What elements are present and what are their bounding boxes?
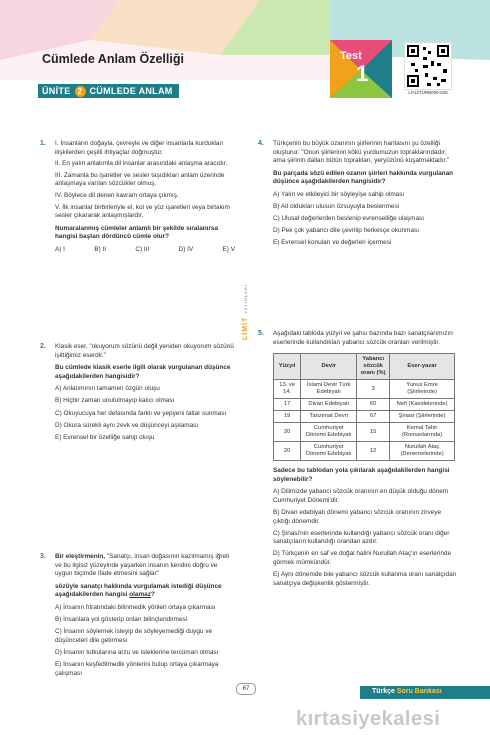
publisher-side-label: LİMİT YAYINLARI xyxy=(242,283,249,340)
table-header: Yabancı sözcük oranı (%) xyxy=(357,354,390,380)
question-number: 3. xyxy=(40,553,46,560)
table-header: Devir xyxy=(301,354,357,380)
question-prompt: Numaralanmış cümleler anlamlı bir şekilde sıralanırsa hangisi baştan dördüncü cümle olur? xyxy=(55,224,219,241)
option-a[interactable]: A) I xyxy=(55,245,65,253)
option-c[interactable]: C) İnsanın söylemek isteyip de söyleyemediği duygu ve düşünceleri dile getirmesi xyxy=(55,628,213,644)
question-number: 5. xyxy=(258,330,264,337)
table-row: 17 Divan Edebiyatı 60 Nefi (Kasidelerinde) xyxy=(274,399,455,411)
option-e[interactable]: E) Evrensel konuları ve değerleri içermesi xyxy=(273,239,392,247)
question-stem: Türkçenin bu büyük ozanının şiirlerinin haritasını şu özelliği oluşturur: "Onun şiirlerinin kökü yurdumuzun topraklarındadır; ama şiirinin dalları bütün toprakları, yeryüzünü kuşatmaktadır." xyxy=(273,140,450,165)
option-c[interactable]: C) Şinasi'nin eserlerinde kullandığı yabancı sözcük oranı diğer sanatçıların kullandığı orandan azdır. xyxy=(273,529,450,546)
question-3 xyxy=(55,553,235,682)
option-d[interactable]: D) Pek çok yabancı dile çevrilip herkesçe okunması xyxy=(273,227,419,235)
question-prompt: sözüyle sanatçı hakkında vurgulamak istediği düşünce aşağıdakilerden hangisi olamaz? xyxy=(55,582,222,599)
question-prompt: Bu parçada sözü edilen ozanın şiirleri hakkında vurgulanan düşünce aşağıdakilerden hangisidir? xyxy=(273,169,454,186)
list-item: IV. Böylece dil denen kavram ortaya çıkmış. xyxy=(55,191,179,199)
option-a[interactable]: A) Dilimizde yabancı sözcük oranının en düşük olduğu dönem Cumhuriyet Dönemi'dir. xyxy=(273,488,449,504)
option-b[interactable]: B) Hiçbir zaman unutulmayıp kalıcı olması xyxy=(55,397,175,405)
table-row: 20 Cumhuriyet Dönemi Edebiyatı 12 Nurullah Ataç (Denemelerinde) xyxy=(274,442,455,461)
list-item: III. Zamanla bu işaretler ve sesler taşıdıkları anlam üzerinde anlaşmaya varılan sözcükler olmuş. xyxy=(55,171,225,188)
question-number: 2. xyxy=(40,343,46,350)
list-item: I. İnsanların doğayla, çevreyle ve diğer insanlarla kurdukları ilişkilerden çeşitli ihtiyaçlar doğmuştur. xyxy=(55,140,224,156)
list-item: II. En yalın anlatımla dil insanlar arasındaki anlaşma aracıdır. xyxy=(55,160,228,168)
page-title: Cümlede Anlam Özelliği xyxy=(42,52,184,66)
option-b[interactable]: B) II xyxy=(94,245,107,253)
question-stem: Aşağıdaki tabloda yüzyıl ve şahsı bazında bazı sanatçılarımızın eserlerinde kullandıkları yabancı sözcük oranları verilmiştir. xyxy=(273,330,453,346)
question-stem: Bir eleştirmenin, "Sanatçı, insan doğasının kazılmamış iğreti ve bu ilgisiz yüzeyinde yaşarken insanın kendini doğru ve uygun biçimde ifade etmesini sağlar" xyxy=(55,553,230,578)
option-c[interactable]: C) Ulusal değerlerden beslenip evrenselliğe ulaşması xyxy=(273,215,424,223)
data-table xyxy=(273,353,455,461)
footer-brand: Türkçe Soru Bankası xyxy=(372,688,442,695)
table-row: 20 Cumhuriyet Dönemi Edebiyatı 15 Kemal Tahir (Romanlarında) xyxy=(274,423,455,442)
option-d[interactable]: D) İnsanın tutkularına arzu ve isteklerine tercüman olması xyxy=(55,648,219,656)
option-a[interactable]: A) Anlatımının tamamen özgün oluşu xyxy=(55,385,160,393)
unit-number: 2 xyxy=(75,86,86,97)
watermark: kırtasiyekalesi xyxy=(296,708,441,730)
question-prompt: Sadece bu tablodan yola çıkılarak aşağıdakilerden hangisi söylenebilir? xyxy=(273,467,450,483)
test-label: Test xyxy=(340,50,362,62)
table-row: 19 Tanzimat Devri 67 Şinasi (Şiirlerinde) xyxy=(274,411,455,423)
option-c[interactable]: C) III xyxy=(135,245,150,253)
question-stem: Klasik eser, "okuyorum sözünü değil yeniden okuyorum sözünü işittiğimiz eserdir." xyxy=(55,343,234,359)
question-4 xyxy=(273,140,458,251)
option-a[interactable]: A) Yalın ve etkileyici bir söyleyişe sahip olması xyxy=(273,190,405,198)
question-2 xyxy=(55,343,235,446)
qr-code-text: LP12TURB000-028 xyxy=(408,90,448,95)
option-a[interactable]: A) İnsanın fıtratındaki bilinmedik yönleri ortaya çıkarması xyxy=(55,603,216,611)
option-d[interactable]: D) IV xyxy=(178,245,194,253)
table-header: Eser-yazar xyxy=(390,354,455,380)
option-b[interactable]: B) Divan edebiyatı dönemi yabancı sözcük oranının zirveye çıktığı dönemdir. xyxy=(273,509,442,525)
option-e[interactable]: E) İnsanın keşfedilmedik yönlerini bulup ortaya çıkarmaya çalışması xyxy=(55,660,219,677)
unit-banner xyxy=(38,84,179,98)
option-e[interactable]: E) Evrensel bir özelliğe sahip oluşu xyxy=(55,433,155,441)
table-header: Yüzyıl xyxy=(274,354,301,380)
answer-options xyxy=(55,246,235,255)
page-number: 67 xyxy=(236,683,256,695)
option-d[interactable]: D) Okura sürekli aynı zevk ve düşünceyi aşılaması xyxy=(55,421,199,429)
table-row: 13. ve 14. İslami Devir Türk Edebiyatı 3 Yunus Emre (Şiirlerinde) xyxy=(274,380,455,399)
list-item: V. İlk insanlar birbirleriyle el, kol ve yüz işaretleri veya birtakım sesler çıkararak anlaşmışlardır. xyxy=(55,203,230,220)
test-number: 1 xyxy=(356,61,369,86)
option-d[interactable]: D) Türkçenin en saf ve doğal halini Nurullah Ataç'ın eserlerinde görmek mümkündür. xyxy=(273,550,452,567)
qr-code-icon[interactable] xyxy=(404,42,452,90)
question-number: 1. xyxy=(40,140,46,147)
option-e[interactable]: E) V xyxy=(222,245,235,253)
option-b[interactable]: B) İnsanlara yol gösterip onları bilinçlendirmesi xyxy=(55,616,188,624)
option-e[interactable]: E) Aynı dönemde bile yabancı sözcük kullanma oranı sanatçıdan sanatçıya değişkenlik göstermiştir. xyxy=(273,571,457,587)
question-number: 4. xyxy=(258,140,264,147)
question-1 xyxy=(55,140,235,255)
question-5 xyxy=(273,330,458,592)
option-b[interactable]: B) Ait oldukları ulusun özsuyuyla beslenmesi xyxy=(273,203,400,211)
unit-topic: CÜMLEDE ANLAM xyxy=(89,86,173,96)
question-prompt: Bu cümlede klasik eserle ilgili olarak vurgulanan düşünce aşağıdakilerden hangisidir? xyxy=(55,364,231,380)
option-c[interactable]: C) Okuyucuya her defasında farklı ve yepyeni tatlar sunması xyxy=(55,409,227,417)
unit-label: ÜNİTE xyxy=(42,86,71,96)
